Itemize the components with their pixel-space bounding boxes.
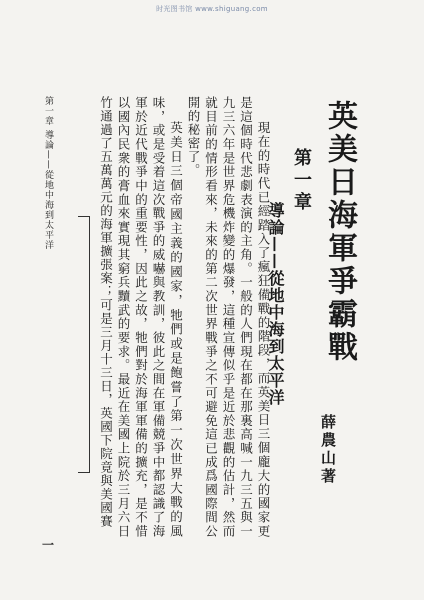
running-header: 第一章 導論——從地中海到太平洋 — [43, 96, 53, 250]
author-name: 薛農山著 — [319, 414, 337, 486]
margin-bracket — [78, 216, 90, 473]
page-number: 一 — [42, 538, 55, 552]
body-paragraph: 現在的時代已經踏入了瘋狂備戰的階段，而英美日三個龐大的國家更是這個時代悲劇表演的主角。一般的人們現在都在那裏高喊一九三五與一九三六年是世界危機炸變的爆發，這種宣傳似乎是近於悲觀的估計，然而就目前的情形看來，未來的第二次世界戰爭之不可避免這已成爲國際間公開的秘密了。 — [186, 96, 271, 538]
chapter-title: 導論——從地中海到太平洋 — [266, 202, 285, 406]
watermark: 时光图书馆 www.shiguang.com — [156, 5, 268, 13]
body-paragraph: 英美日三個帝國主義的國家，牠們或是飽嘗了第一次世界大戰的風味，或是受着這次戰爭的威嚇與教訓，彼此之間在軍備競爭中都認識了海軍於近代戰爭中的重要性，因此之故，牠們對於海軍軍備的擴充，是不惜以國內民衆的膏血來實現其窮兵黷武的要求。最近在美國上院於三月六日竹通過了五萬萬元的海軍擴張案；可是三月十三日，英國下院竟與美國賽 — [98, 96, 184, 538]
chapter-number: 第一章 — [291, 148, 312, 214]
book-title: 英美日海軍爭霸戰 — [322, 100, 357, 364]
